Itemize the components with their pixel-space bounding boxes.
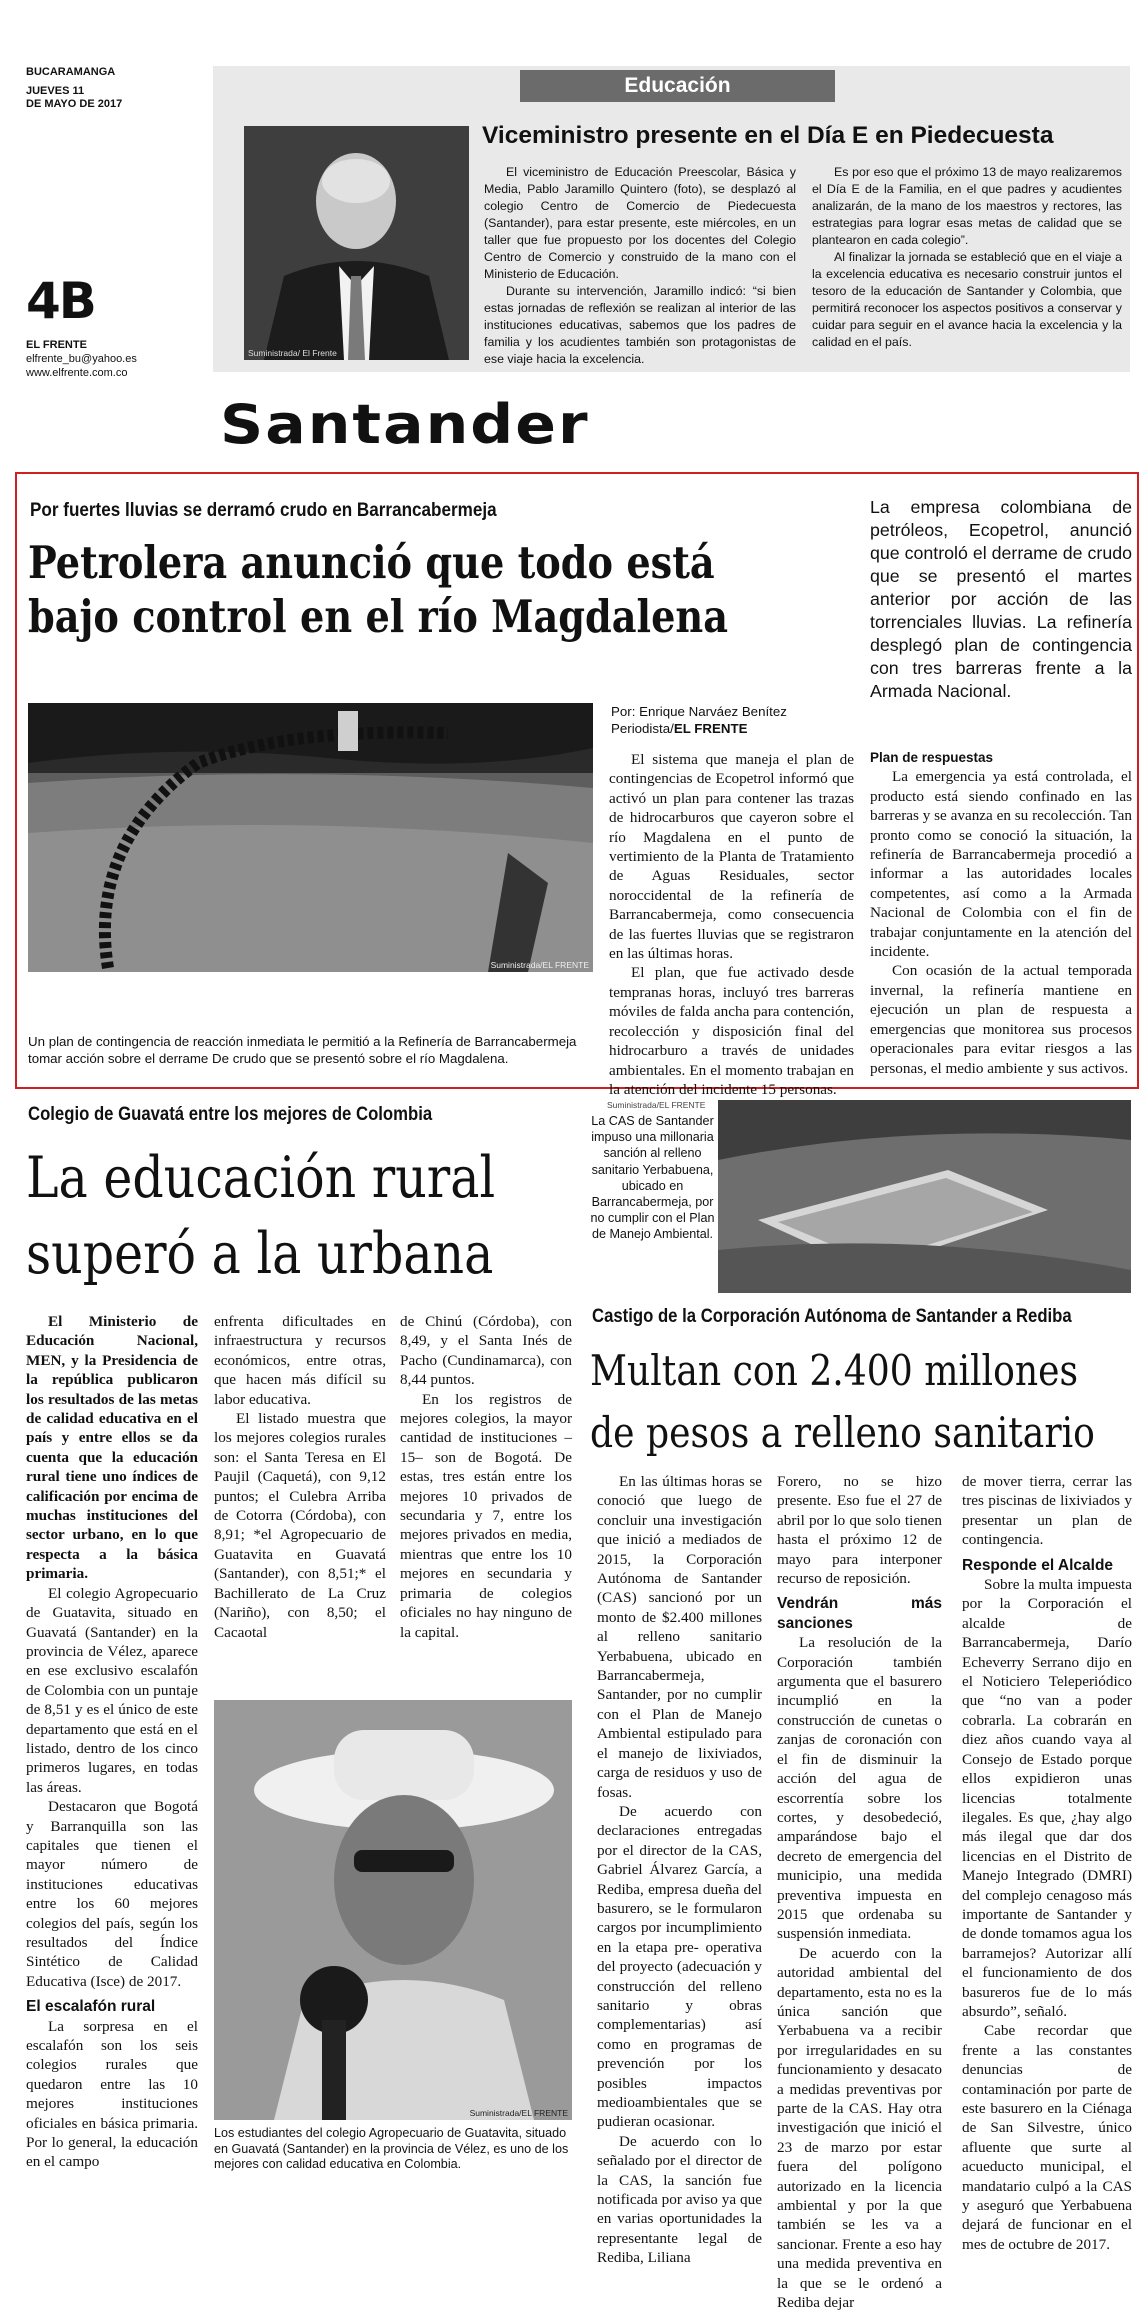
masthead-contact <box>26 338 137 380</box>
paragraph: En los registros de mejores colegios, la mayor cantidad de instituciones –15– son de Bogotá. De estas, tres están entre los mejores 10 privados de secundaria y 7, entre los mejores privados en media, mientras que entre los 10 mejores en secundaria y primaria de colegios oficiales no hay ninguno de la capital. <box>400 1390 572 1641</box>
paragraph <box>26 1312 198 1584</box>
landfill-photo <box>718 1100 1131 1293</box>
education-headline: Viceministro presente en el Día E en Piedecuesta <box>482 122 1054 149</box>
guavata-subhead: El escalafón rural <box>26 1998 156 2016</box>
paragraph: En las últimas horas se conoció que luego de concluir una investigación que inició a mediados de 2015, la Corporación Autónoma de Santander (CAS) sancionó por un monto de $2.400 millones al relleno sanitario Yerbabuena, ubicado en Barrancabermeja, Santander, por no cumplir con el Plan de Manejo Ambiental estipulado para el manejo de lixiviados, carga de residuos y uso de fosas. <box>597 1473 762 1801</box>
education-col-2 <box>812 164 1122 351</box>
viceminister-photo-credit: Suministrada/ El Frente <box>248 348 337 358</box>
rediba-headline <box>590 1340 1095 1464</box>
masthead-day: JUEVES 11 <box>26 85 85 97</box>
paper-email: elfrente_bu@yahoo.es <box>26 353 137 365</box>
byline-role: Periodista/ <box>611 721 674 736</box>
rediba-subhead-1: Vendrán más sanciones <box>777 1595 942 1632</box>
masthead-date: DE MAYO DE 2017 <box>26 98 123 110</box>
guavata-col-3 <box>400 1312 572 1684</box>
viceminister-photo <box>244 126 469 360</box>
students-photo <box>214 1700 572 2120</box>
paragraph: Destacaron que Bogotá y Barranquilla son las capitales que tienen el mayor número de instituciones educativas entre los 60 mejores colegios del país, según los resultados del Índice Sintético de Calidad Educativa (Isce) de 2017. <box>26 1798 198 1990</box>
paragraph: De acuerdo con lo señalado por el director de la CAS, la sanción fue notificada por aviso ya que en varias oportunidades la representante legal de Rediba, Liliana <box>597 2132 762 2267</box>
paragraph: El colegio Agropecuario de Guatavita, situado en Guavatá (Santander) en la provincia de Vélez, aparece en ese exclusivo escalafón de Colombia con un puntaje de 8,51 y es el único de este departamento que está en el listado, dentro de los cinco primeros lugares, en todas las áreas. <box>26 1584 198 1796</box>
petrolera-headline <box>28 536 728 644</box>
landfill-caption-box <box>585 1100 720 1312</box>
petrolera-lead: La empresa colombiana de petróleos, Ecopetrol, anunció que controló el derrame de crudo que se presentó el martes anterior por acción de las torrenciales lluvias. La refinería desplegó plan de contingencia con tres barreras frente a la Armada Nacional. <box>870 497 1132 701</box>
paragraph: La emergencia ya está controlada, el producto está siendo confinado en las barreras y se avanza en su recolección. Tan pronto como se conoció la situación, la refinería de Barrancabermeja procedió a informar a las autoridades locales competentes, así como a la Armada Nacional de Colombia con el fin de trabajar conjuntamente en la atención del incidente. <box>870 768 1132 961</box>
education-tag: Educación <box>520 70 835 102</box>
headline-line-1: La educación rural <box>26 1145 496 1211</box>
headline-line-2: bajo control en el río Magdalena <box>28 590 729 643</box>
rediba-col-3 <box>962 1472 1132 2253</box>
paragraph: Sobre la multa impuesta por la Corporación el alcalde de Barrancabermeja, Darío Echeverry Serrano dijo en el Noticiero Teleperiódico que “no van a poder cobrarla. La cobrarán en diez años cuando vaya al Consejo de Estado porque ellos expidieron unas licencias totalmente ilegales. Es que, ¿hay algo más ilegal que dar dos licencias en el Distrito de Manejo Integrado (DMRI) del complejo cenagoso más importante de Santander y de donde tomamos agua los barramejos? Autorizar allí el funcionamiento de dos basureros fue de lo más absurdo”, señaló. <box>962 1576 1132 2020</box>
paragraph: Durante su intervención, Jaramillo indicó: “si bien estas jornadas de reflexión se realizan al interior de las instituciones educativas, sabemos que los padres de familia y los acudientes también son protagonistas de ese viaje hacia la excelencia. <box>484 284 796 366</box>
masthead-city: BUCARAMANGA <box>26 66 116 78</box>
byline-paper: EL FRENTE <box>673 721 748 736</box>
page-number: 4B <box>26 272 95 330</box>
paragraph: De acuerdo con declaraciones entregadas por el director de la CAS, Gabriel Álvarez García, a Rediba, empresa dueña del basurero, se le formularon cargos por incumplimiento en la etapa pre- operativa del proyecto (adecuación y construcción del relleno sanitario y obras complementarias) así como en programas de prevención por los posibles impactos medioambientales que se pudieran ocasionar. <box>597 1802 762 2131</box>
guavata-kicker: Colegio de Guavatá entre los mejores de Colombia <box>28 1104 433 1125</box>
paragraph: De acuerdo con la autoridad ambiental del departamento, esta no es la única sanción que Yerbabuena va a recibir por irregularidades en su funcionamiento y desacato a medidas preventivas por parte de la CAS. Hay otra investigación que inició el 23 de marzo por estar fuera del polígono autorizado en la licencia ambiental y por la que también se les va a sancionar. Frente a eso hay una medida preventiva en la que se le ordenó a Rediba dejar <box>777 1944 942 2312</box>
guavata-headline <box>26 1140 495 1292</box>
landfill-photo-credit: Suministrada/EL FRENTE <box>607 1100 706 1110</box>
byline-author: Por: Enrique Narváez Benítez <box>611 704 787 719</box>
guavata-col-2 <box>214 1312 386 1684</box>
river-photo-credit: Suministrada/EL FRENTE <box>490 960 589 970</box>
headline-line-2: de pesos a relleno sanitario <box>590 1408 1095 1457</box>
lead-paragraph: El Ministerio de Educación Nacional, MEN, y la Presidencia de la república publicaron los resultados de las metas de calidad educativa en el país y entre ellos se da cuenta que la educación rural tiene uno índices de calificación por encima de muchas instituciones del sector urbano, en lo que respecta a la básica primaria. <box>26 1313 198 1583</box>
petrolera-subhead: Plan de respuestas <box>870 750 994 765</box>
headline-line-1: Multan con 2.400 millones <box>590 1346 1079 1395</box>
paragraph: El listado muestra que los mejores colegios rurales son: el Santa Teresa en El Paujil (Caquetá), con 9,12 puntos; el Culebra Arriba de Cotorra (Córdoba), con 8,91; *el Agropecuario de Guatavita en Guavatá (Santander), con 8,51;* el Bachillerato de La Cruz (Nariño), con 8,50; el Cacaotal <box>214 1410 386 1641</box>
education-col-1 <box>484 164 796 368</box>
paragraph: El viceministro de Educación Preescolar, Básica y Media, Pablo Jaramillo Quintero (foto), se desplazó al colegio Centro de Comercio de Piedecuesta (Santander), para estar presente, este miércoles, en un taller que fue propuesto por los docentes del Colegio Centro de Comercio y construido de la mano con el Ministerio de Educación. <box>484 165 796 281</box>
petrolera-byline <box>611 703 787 737</box>
river-photo-caption: Un plan de contingencia de reacción inmediata le permitió a la Refinería de Barrancabermeja tomar acción sobre el derrame De crudo que se presentó sobre el río Magdalena. <box>28 1034 577 1066</box>
paper-website: www.elfrente.com.co <box>26 367 128 379</box>
paragraph: Cabe recordar que frente a las constantes denuncias de contaminación por parte de este basurero en la Ciénaga de San Silvestre, único afluente que surte al acueducto municipal, el mandatario culpó a la CAS y aseguró que Yerbabuena dejará de funcionar en el mes de octubre de 2017. <box>962 2022 1132 2253</box>
paragraph: La resolución de la Corporación también argumenta que el basurero incumplió en la construcción de cunetas o zanjas de coronación con el fin de disminuir la acción del agua de escorrentía sobre los cortes, y desobedeció, amparándose bajo el decreto de emergencia del municipio, una medida preventiva impuesta en 2015 que ordenaba su suspensión inmediata. <box>777 1634 942 1943</box>
petrolera-col-2 <box>870 748 1132 1078</box>
landfill-photo-caption: La CAS de Santander impuso una millonaria sanción al relleno sanitario Yerbabuena, ubicado en Barrancabermeja, por no cumplir con el Plan de Manejo Ambiental. <box>590 1114 715 1242</box>
section-title: Santander <box>220 393 590 457</box>
paragraph: El plan, que fue activado desde tempranas horas, incluyó tres barreras móviles de falda ancha para contención, recolección y disposición final del hidrocarburo a través de unidades ambientales. En el momento trabajan en la atención del incidente 15 personas. <box>609 964 854 1098</box>
students-photo-credit: Suministrada/EL FRENTE <box>469 2108 568 2118</box>
paragraph: enfrenta dificultades en infraestructura y recursos económicos, entre otras, que hacen más difícil su labor educativa. <box>214 1313 386 1408</box>
paragraph: Es por eso que el próximo 13 de mayo realizaremos el Día E de la Familia, en el que padres y acudientes analizarán, de la mano de los maestros y rectores, las estrategias para lograr esas metas de calidad que se plantearon en cada colegio”. <box>812 165 1122 247</box>
guavata-col-1 <box>26 1312 198 2212</box>
rediba-col-1 <box>597 1472 762 2267</box>
paragraph: Forero, no se hizo presente. Eso fue el 27 de abril por lo que solo tienen hasta el próximo 12 de mayo para interponer recurso de reposición. <box>777 1473 942 1588</box>
paper-name: EL FRENTE <box>26 339 87 351</box>
paragraph: El sistema que maneja el plan de contingencias de Ecopetrol informó que activó un plan para contener las trazas de hidrocarburos que cayeron sobre el río Magdalena en el punto de vertimiento de la Planta de Tratamiento de Aguas Residuales, sector noroccidental de la refinería de Barrancabermeja, como consecuencia de las fuertes lluvias que se registraron en las últimas horas. <box>609 751 854 963</box>
petrolera-kicker: Por fuertes lluvias se derramó crudo en Barrancabermeja <box>30 500 497 521</box>
rediba-col-2 <box>777 1472 942 2312</box>
petrolera-col-1 <box>609 750 854 1099</box>
rediba-subhead-2: Responde el Alcalde <box>962 1556 1114 1574</box>
paragraph: La sorpresa en el escalafón son los seis colegios rurales que quedaron entre las 10 mejores instituciones oficiales en básica primaria. Por lo general, la educación en el campo <box>26 2017 198 2171</box>
students-photo-caption: Los estudiantes del colegio Agropecuario de Guatavita, situado en Guavatá (Santander) en la provincia de Vélez, es uno de los mejores con calidad educativa en Colombia. <box>214 2126 569 2171</box>
paragraph: Con ocasión de la actual temporada invernal, la refinería mantiene en ejecución un plan de respuesta a emergencias que monitorea sus procesos operacionales para evitar riesgos a las personas, el medio ambiente y sus activos. <box>870 962 1132 1077</box>
rediba-kicker: Castigo de la Corporación Autónoma de Santander a Rediba <box>592 1306 1072 1327</box>
masthead-info <box>26 66 122 111</box>
paragraph: Al finalizar la jornada se estableció que en el viaje a la excelencia educativa es necesario construir juntos el tesoro de la educación de Santander y Colombia, que permitirá reconocer los aspectos positivos a conservar y cuidar para seguir en el avance hacia la excelencia y la calidad en el país. <box>812 250 1122 349</box>
river-photo <box>28 703 593 972</box>
headline-line-1: Petrolera anunció que todo está <box>28 536 715 589</box>
headline-line-2: superó a la urbana <box>26 1221 494 1287</box>
paragraph: de mover tierra, cerrar las tres piscinas de lixiviados y presentar un plan de contingencia. <box>962 1473 1132 1549</box>
paragraph: de Chinú (Córdoba), con 8,49, y el Santa Inés de Pacho (Cundinamarca), con 8,44 puntos. <box>400 1313 572 1389</box>
